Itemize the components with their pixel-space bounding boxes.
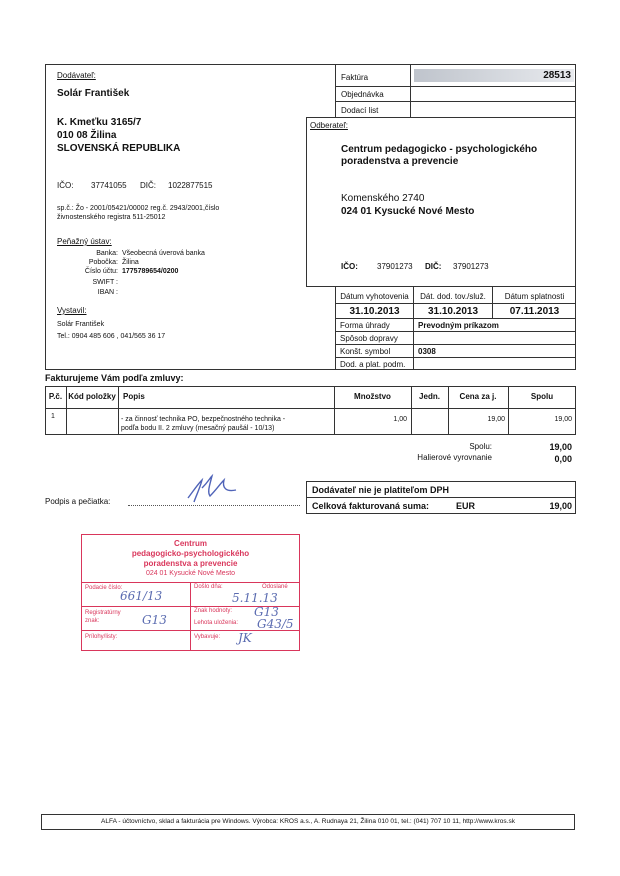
customer-dic: 37901273 [453,262,489,271]
taxable-date-label: Dát. dod. tov./služ. [420,292,486,301]
delivery-terms-label: Dod. a plat. podm. [340,360,406,369]
const-symbol: 0308 [418,347,436,356]
vat-note: Dodávateľ nie je platiteľom DPH [312,485,449,495]
col-header-desc: Popis [123,392,145,401]
customer-city: 024 01 Kysucké Nové Mesto [341,206,475,217]
invoice-number: 28513 [543,70,571,81]
supplier-ico-label: IČO: [57,181,74,190]
supplier-dic: 1022877515 [168,181,213,190]
stamp-registratury-label-1: Registratúrny [85,610,121,616]
items-col-line [118,386,119,435]
row-qty: 1,00 [393,416,407,423]
col-header-unit: Jedn. [419,392,440,401]
customer-name-1: Centrum pedagogicko - psychologického [341,144,538,155]
stamp-registratury-label-2: znak: [85,618,100,624]
branch-value: Žilina [122,259,139,266]
items-heading: Fakturujeme Vám podľa zmluvy: [45,373,184,383]
bank-heading: Peňažný ústav: [57,237,112,246]
stamp-lehota-label: Lehota uloženia: [194,620,239,626]
stamp-vybavuje-label: Vybavuje: [194,634,221,640]
payment-method: Prevodným príkazom [418,321,499,330]
registry-stamp [81,534,300,651]
total-value: 19,00 [549,501,572,511]
rounding-value: 0,00 [554,454,572,464]
stamp-prilohy-label: Prílohy/listy: [85,634,118,640]
iban-label: IBAN : [97,289,118,296]
supplier-street: K. Kmeťku 3165/7 [57,117,142,128]
stamp-doslo-label: Došlo dňa: [194,584,223,590]
supplier-country: SLOVENSKÁ REPUBLIKA [57,143,181,154]
row-no: 1 [51,413,55,420]
frame-divider [335,64,336,118]
customer-name-2: poradenstva a prevencie [341,156,459,167]
rounding-label: Halierové vyrovnanie [417,453,492,462]
sum-label: Spolu: [469,442,492,451]
total-label: Celková fakturovaná suma: [312,501,430,511]
supplier-heading: Dodávateľ: [57,71,96,80]
supplier-name: Solár František [57,88,130,99]
customer-ico-label: IČO: [341,262,358,271]
col-header-code: Kód položky [68,392,116,401]
supplier-ico: 37741055 [91,181,127,190]
order-label: Objednávka [341,90,384,99]
items-header-line [45,408,576,409]
row-desc-2: podľa bodu II. 2 zmluvy (mesačný paušál - 10/13) [121,425,275,432]
branch-label: Pobočka: [88,259,118,266]
row-total: 19,00 [554,416,572,423]
customer-street: Komenského 2740 [341,193,425,204]
transport-label: Spôsob dopravy [340,334,398,343]
stamp-line-2: pedagogicko-psychologického [131,549,250,558]
row-price: 19,00 [487,416,505,423]
stamp-podacie-value: 661/13 [120,589,163,603]
invoice-col-line [410,64,411,118]
bank-value: Všeobecná úverová banka [122,250,205,257]
row-desc-1: - za činnosť technika PO, bezpečnostného technika - [121,416,286,423]
col-header-total: Spolu [530,392,554,401]
bank-label: Banka: [96,250,118,257]
customer-dic-label: DIČ: [425,262,442,271]
supplier-dic-label: DIČ: [140,181,156,190]
stamp-lehota-value: G43/5 [257,617,294,631]
issuer-heading: Vystavil: [57,306,87,315]
stamp-znak-value: G13 [254,605,279,619]
supplier-city: 010 08 Žilina [57,130,117,141]
issuer-name: Solár František [57,321,105,328]
stamp-line-4: 024 01 Kysucké Nové Mesto [145,570,236,577]
swift-label: SWIFT : [92,279,118,286]
due-date-label: Dátum splatnosti [504,292,565,301]
stamp-odoslane-label: Odoslané [262,584,288,590]
invoice-label: Faktúra [341,73,369,82]
payment-row-line [335,331,576,332]
stamp-line-1: Centrum [174,539,207,548]
signature-label: Podpis a pečiatka: [45,497,111,506]
dates-row-line [335,303,576,304]
invoice-row-line [335,86,576,87]
due-date: 07.11.2013 [509,306,560,317]
stamp-line-3: poradenstva a prevencie [143,559,238,568]
issuer-phone: Tel.: 0904 485 606 , 041/565 36 17 [57,333,166,340]
summary-divider [306,497,576,498]
stamp-znak-label: Znak hodnoty: [194,608,233,614]
delivery-note-label: Dodací list [341,106,379,115]
stamp-divider [190,582,191,651]
invoice-row-line [335,101,576,102]
stamp-doslo-value: 5.11.13 [232,591,278,605]
issue-date: 31.10.2013 [349,306,400,317]
stamp-vybavuje-value: JK [238,631,252,645]
handwritten-signature [180,470,245,506]
customer-heading: Odberateľ: [310,121,348,130]
stamp-podacie-label: Podacie číslo: [85,585,123,591]
sum-value: 19,00 [549,442,572,452]
total-currency: EUR [456,501,476,511]
customer-ico: 37901273 [377,262,413,271]
col-header-price: Cena za j. [459,392,497,401]
dates-row-line [335,318,576,319]
issue-date-label: Dátum vyhotovenia [340,292,409,301]
col-header-qty: Množstvo [354,392,391,401]
stamp-registratury-value: G13 [142,613,167,627]
payment-method-label: Forma úhrady [340,321,390,330]
col-header-no: P.č. [48,392,63,401]
supplier-registry-2: živnostenského registra 511-25012 [57,214,166,221]
account-value: 1775789654/0200 [122,268,179,275]
payment-row-line [335,344,576,345]
payment-row-line [335,357,576,358]
taxable-date: 31.10.2013 [427,306,479,317]
const-symbol-label: Konšt. symbol [340,347,391,356]
account-label: Číslo účtu: [84,268,118,275]
footer-text: ALFA - účtovníctvo, sklad a fakturácia pre Windows. Výrobca: KROS a.s., A. Rudnaya 21, Žilina 010 01, tel.: (041) 707 10 11, http://www.kros.sk [101,818,515,825]
supplier-registry-1: sp.č.: Žo - 2001/05421/00002 reg.č. 2943/2001,číslo [57,205,220,212]
